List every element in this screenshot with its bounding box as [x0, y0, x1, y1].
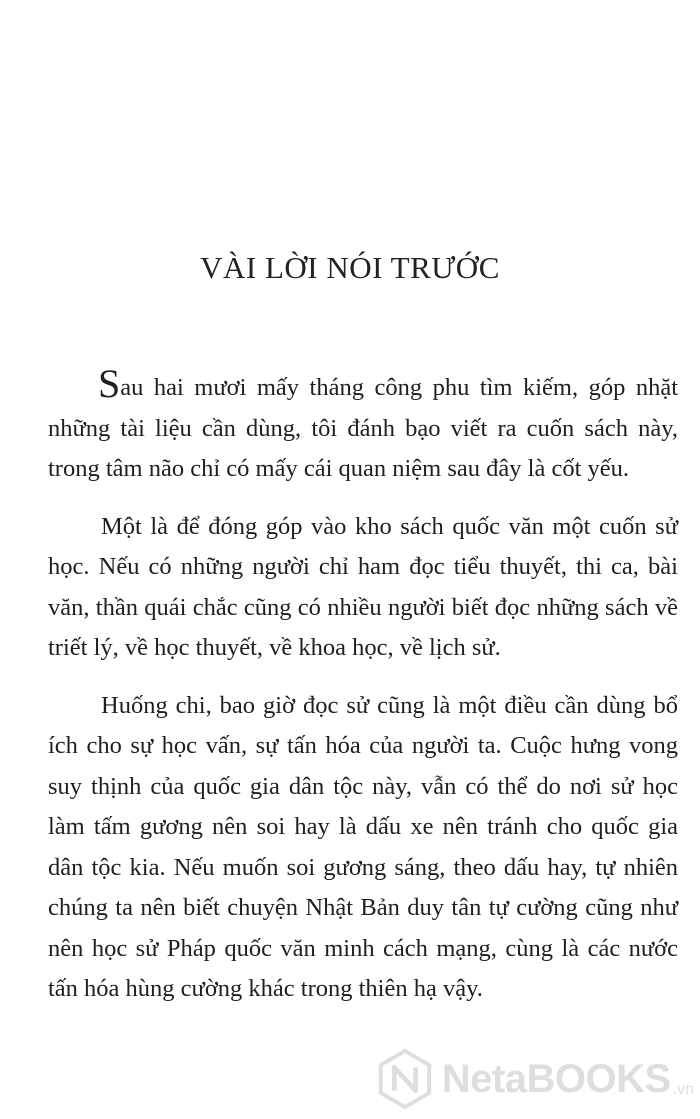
drop-cap: S	[98, 361, 121, 406]
watermark-tld: .vn	[672, 1081, 694, 1098]
watermark-name: NetaBOOKS	[441, 1056, 671, 1101]
paragraph-2: Một là để đóng góp vào kho sách quốc văn một cuốn sử học. Nếu có những người chỉ ham đọc tiểu thuyết, thi ca, bài văn, thần quái chắc cũng có nhiều người biết đọc những sách về triết lý, về học thuyết, về khoa học, về lịch sử.	[48, 512, 678, 661]
paragraph-1-text: au hai mươi mấy tháng công phu tìm kiếm, góp nhặt những tài liệu cần dùng, tôi đánh bạo viết ra cuốn sách này, trong tâm não chỉ có mấy cái quan niệm sau đây là cốt yếu.	[48, 374, 678, 482]
netabooks-logo-icon	[374, 1048, 436, 1110]
body-text	[48, 361, 678, 1027]
paragraph-1	[48, 361, 678, 490]
chapter-heading: VÀI LỜI NÓI TRƯỚC	[200, 250, 500, 285]
paragraph-3: Huống chi, bao giờ đọc sử cũng là một điều cần dùng bổ ích cho sự học vấn, sự tấn hóa của người ta. Cuộc hưng vong suy thịnh của quốc gia dân tộc này, vẫn có thể do nơi sử học làm tấm gương nên soi hay là dấu xe nên tránh cho quốc gia dân tộc kia. Nếu muốn soi gương sáng, theo dấu hay, tự nhiên chúng ta nên biết chuyện Nhật Bản duy tân tự cường cũng như nên học sử Pháp quốc văn minh cách mạng, cùng là các nước tấn hóa hùng cường khác trong thiên hạ vậy.	[48, 691, 678, 1002]
publisher-watermark	[374, 1047, 694, 1111]
